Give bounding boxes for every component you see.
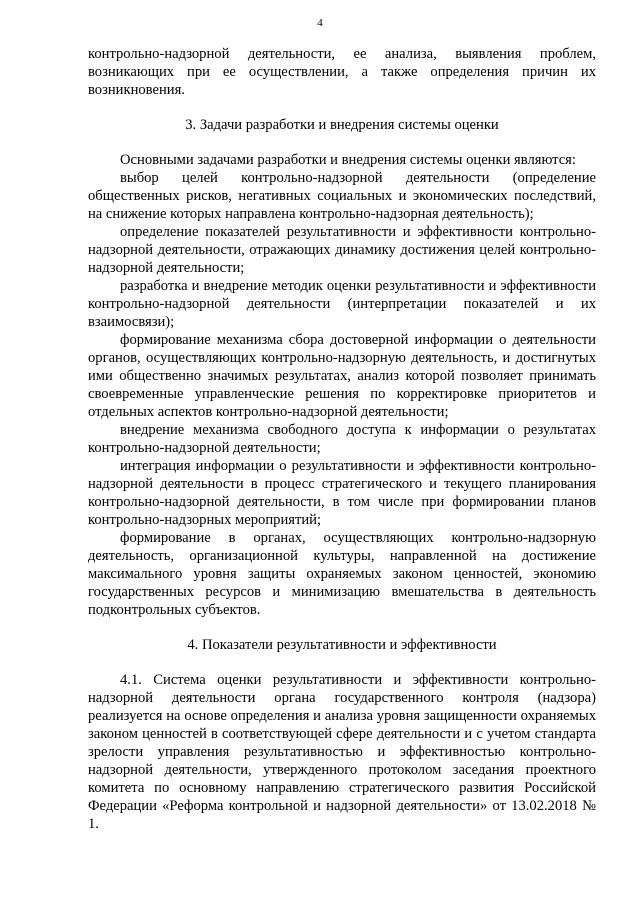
document-body xyxy=(88,45,596,833)
section-4-paragraph: 4.1. Система оценки результативности и эффективности контрольно-надзорной деятельности органа государственного контроля (надзора) реализуется на основе определения и анализа уровня защищенности охраняемых законом ценностей в соответствующей сфере деятельности и с учетом стандарта зрелости управления результативностью и эффективностью контрольно-надзорной деятельности, утвержденного протоколом заседания проектного комитета по основному направлению стратегического развития Российской Федерации «Реформа контрольной и надзорной деятельности» от 13.02.2018 № 1. xyxy=(88,672,596,832)
task-item: внедрение механизма свободного доступа к информации о результатах контрольно-надзорной деятельности; xyxy=(88,422,596,456)
task-item: интеграция информации о результативности и эффективности контрольно-надзорной деятельности в процесс стратегического и текущего планирования контрольно-надзорной деятельности, в том числе при формировании планов контрольно-надзорных мероприятий; xyxy=(88,458,596,528)
section-3-heading: 3. Задачи разработки и внедрения системы оценки xyxy=(185,117,499,133)
task-item: формирование в органах, осуществляющих контрольно-надзорную деятельность, организационной культуры, направленной на достижение максимального уровня защиты охраняемых законом ценностей, экономию государственных ресурсов и минимизацию вмешательства в деятельность подконтрольных субъектов. xyxy=(88,530,596,618)
task-item: выбор целей контрольно-надзорной деятельности (определение общественных рисков, негативных социальных и экономических последствий, на снижение которых направлена контрольно-надзорная деятельность); xyxy=(88,170,596,222)
task-item: формирование механизма сбора достоверной информации о деятельности органов, осуществляющих контрольно-надзорную деятельность, и достигнутых ими общественно значимых результатах, анализ которой позволяет принимать своевременные управленческие решения по корректировке приоритетов и отдельных аспектов контрольно-надзорной деятельности; xyxy=(88,332,596,420)
section-3-intro: Основными задачами разработки и внедрения системы оценки являются: xyxy=(120,152,576,168)
task-item: разработка и внедрение методик оценки результативности и эффективности контрольно-надзорной деятельности (интерпретации показателей и их взаимосвязи); xyxy=(88,278,596,330)
task-item: определение показателей результативности и эффективности контрольно-надзорной деятельности, отражающих динамику достижения целей контрольно-надзорной деятельности; xyxy=(88,224,596,276)
page-number: 4 xyxy=(317,17,323,29)
continuation-paragraph: контрольно-надзорной деятельности, ее анализа, выявления проблем, возникающих при ее осуществлении, а также определения причин их возникновения. xyxy=(88,46,596,98)
section-4-heading: 4. Показатели результативности и эффективности xyxy=(187,637,497,653)
